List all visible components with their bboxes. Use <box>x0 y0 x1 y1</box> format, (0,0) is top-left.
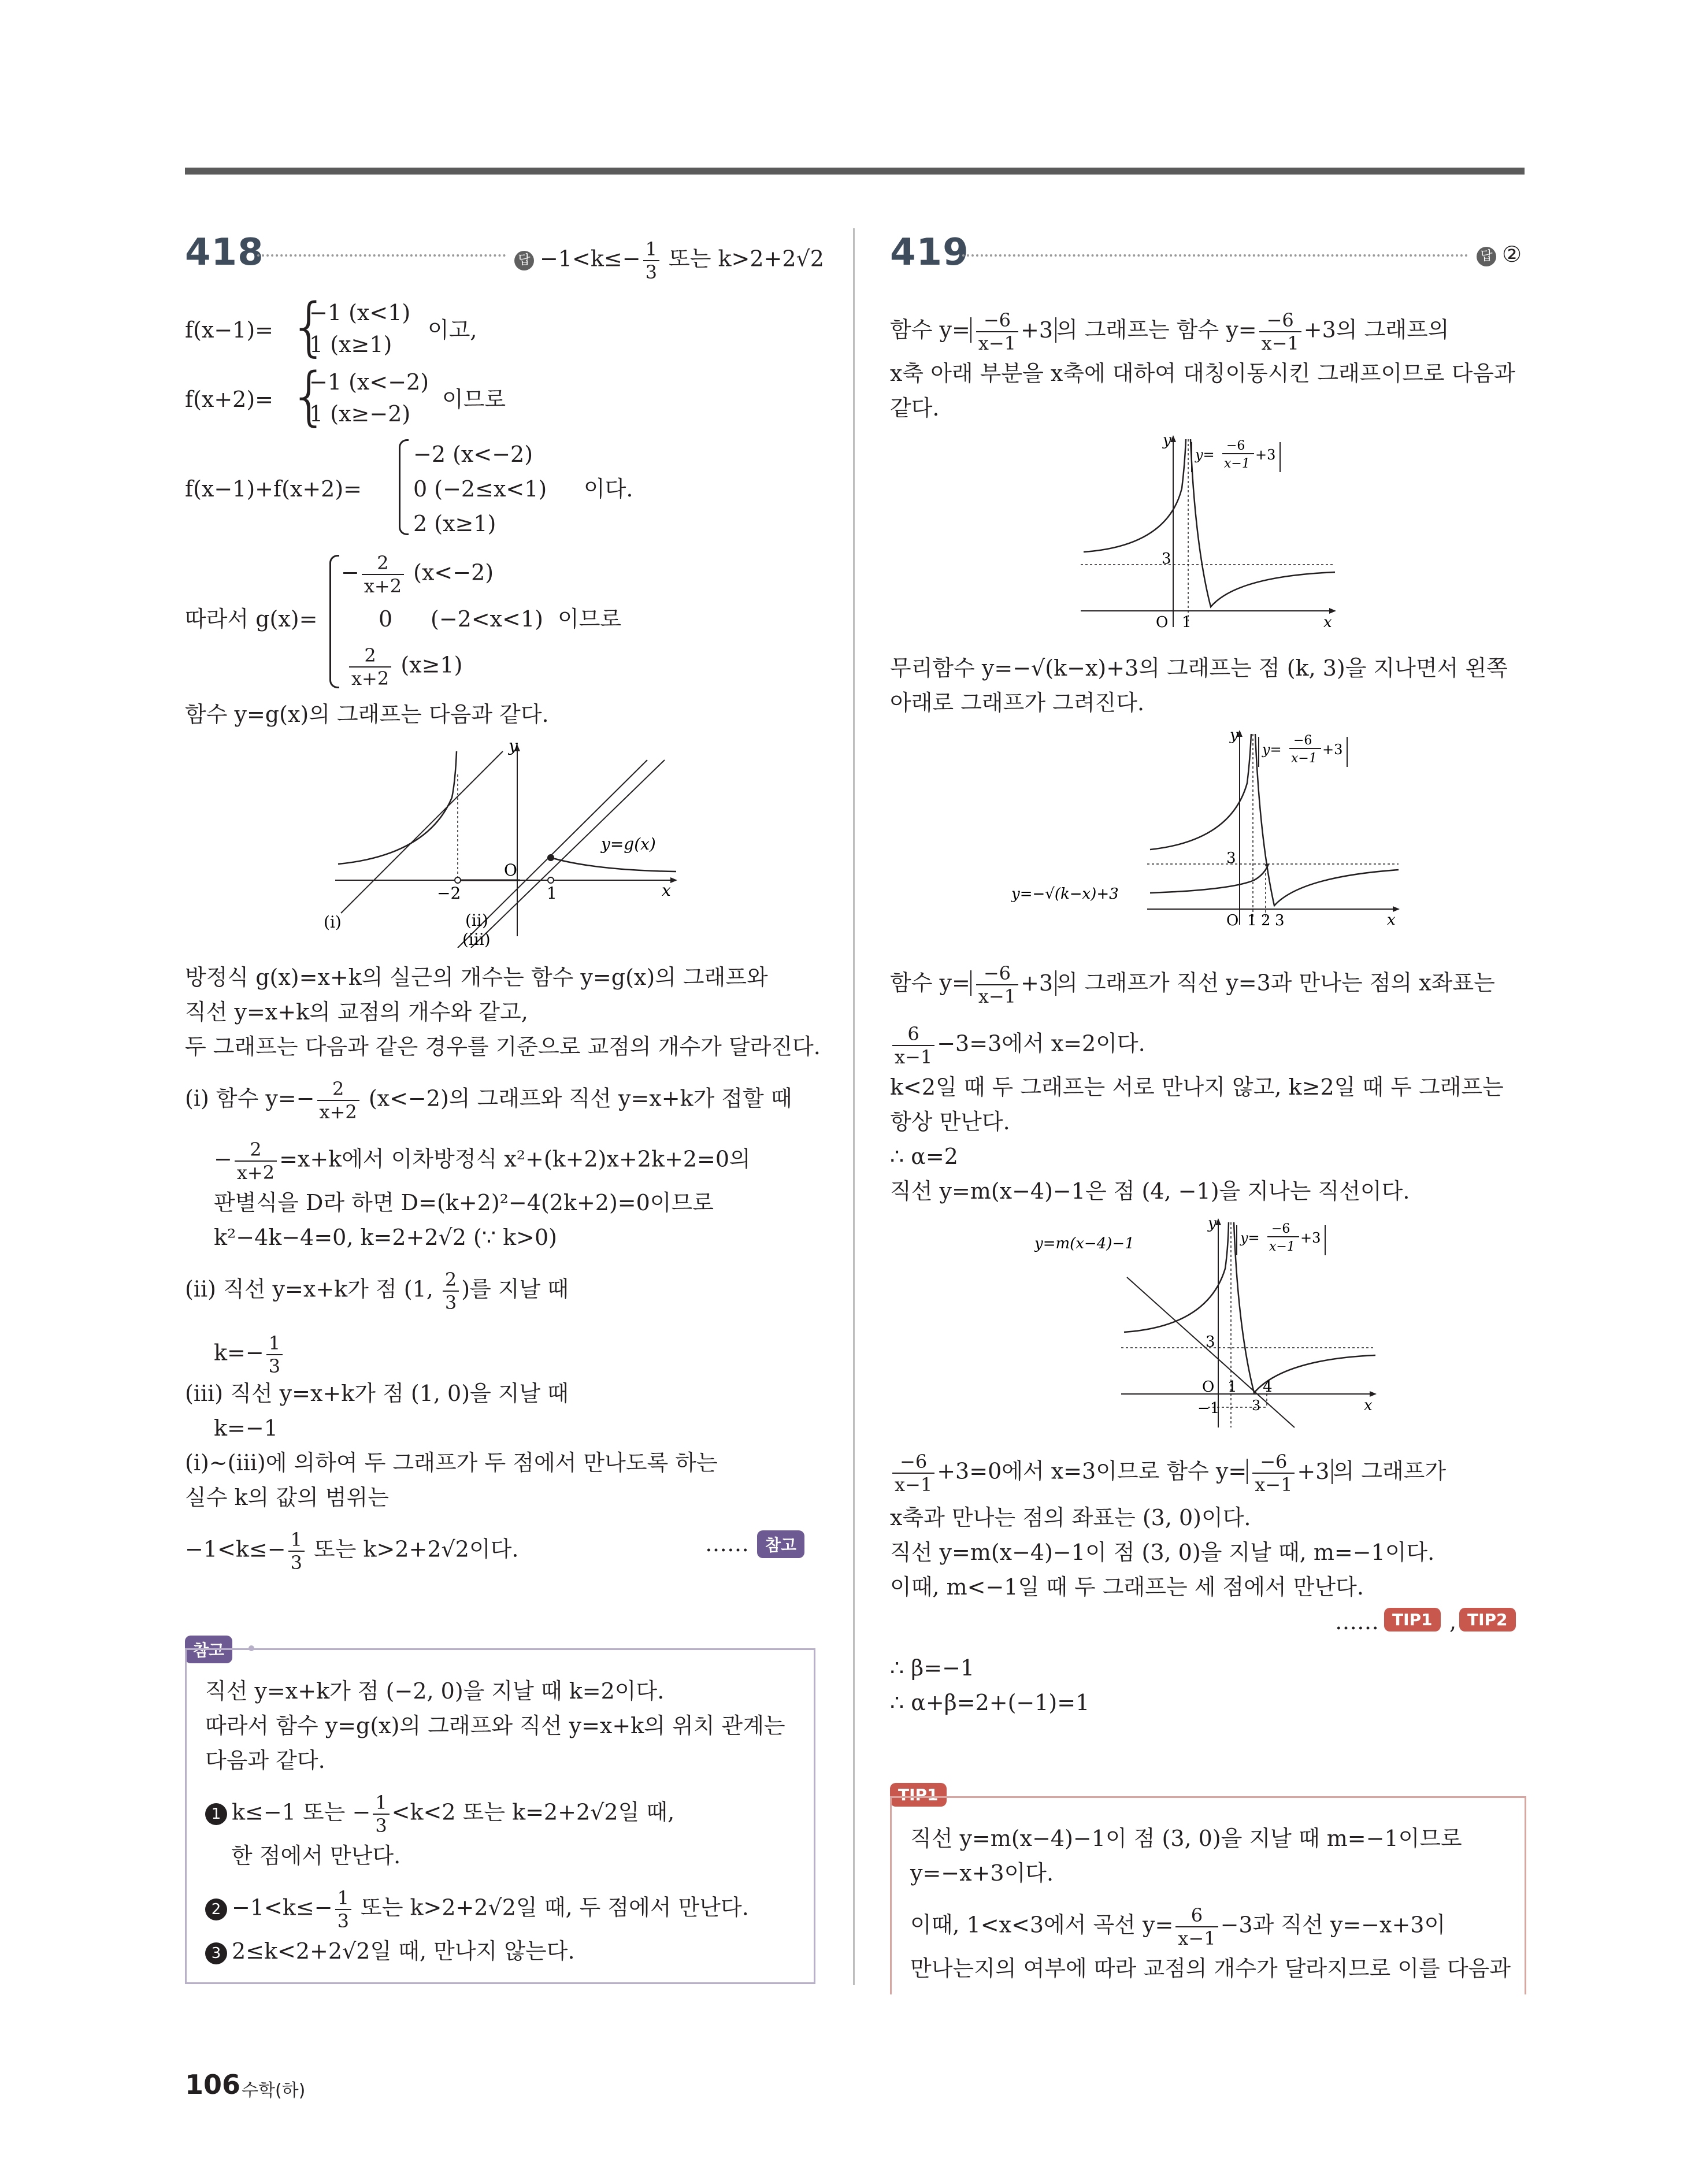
case-i-eq: − $\frac{2}{x+2}$ =x+k에서 이차방정식 x²+(k+2)x+2k+2=0의 <box>214 1139 751 1184</box>
conclusion-418: −1<k≤− $\frac{1}{3}$ 또는 k>2+2√2이다. <box>185 1529 519 1574</box>
brace: { <box>289 290 329 364</box>
text: 이므로 <box>558 606 622 632</box>
graph-label: 1 <box>547 884 557 903</box>
case-iii: (iii) 직선 y=x+k가 점 (1, 0)을 지날 때 <box>185 1381 569 1406</box>
graph-419-2 <box>1011 725 1404 933</box>
svg-text:x−1: x−1 <box>1291 751 1317 766</box>
case-line: −1 (x<1) <box>309 300 411 325</box>
text: y=−x+3이다. <box>910 1860 1054 1886</box>
tip-dots: …… <box>1335 1609 1379 1634</box>
svg-text:+3: +3 <box>1255 447 1276 463</box>
tip1-link[interactable]: TIP1 <box>1384 1608 1441 1631</box>
graph-label: (i) <box>324 913 342 932</box>
svg-text:y=−√(k−x)+3: y=−√(k−x)+3 <box>1011 885 1119 903</box>
svg-text:x−1: x−1 <box>1224 457 1250 471</box>
text: 다음과 같다. <box>205 1748 325 1773</box>
answer-419: 답 ② <box>1477 242 1522 267</box>
svg-text:3: 3 <box>1162 550 1171 568</box>
svg-text:y=: y= <box>1240 1230 1260 1246</box>
svg-text:−1: −1 <box>1197 1400 1220 1417</box>
open-dot <box>455 877 461 883</box>
note-item-3: 3 2≤k<2+2√2일 때, 만나지 않는다. <box>205 1936 575 1966</box>
line-i <box>341 751 503 913</box>
graph-g <box>324 740 693 948</box>
svg-text:3: 3 <box>1275 912 1285 929</box>
svg-text:y: y <box>1208 1215 1217 1232</box>
case-line: 0 (−2≤x<1) <box>413 476 547 502</box>
problem-number-418: 418 <box>185 231 264 274</box>
note-item-1: 1 k≤−1 또는 − $\frac{1}{3}$ <k<2 또는 k=2+2√2일 때, <box>205 1792 674 1837</box>
svg-text:+3: +3 <box>1322 741 1343 758</box>
line-419-6: 함수 y= $\frac{-6}{x-1}$ +3 의 그래프가 직선 y=3과 만나는 점의 x좌표는 <box>890 962 1495 1007</box>
text: 직선 y=m(x−4)−1은 점 (4, −1)을 지나는 직선이다. <box>890 1178 1410 1204</box>
brace: { <box>289 359 329 433</box>
text: k=−1 <box>214 1415 278 1441</box>
case-line: 0 <box>379 606 393 632</box>
subject-label: 수학(하) <box>242 2081 306 2101</box>
svg-text:x: x <box>1387 911 1396 929</box>
svg-text:O: O <box>1202 1378 1215 1396</box>
svg-text:1: 1 <box>1227 1378 1237 1396</box>
problem-number-419: 419 <box>890 231 969 274</box>
line-419-1: 함수 y= $\frac{-6}{x-1}$ +3 의 그래프는 함수 y= $\frac{-6}{x-1}$ +3의 그래프의 <box>890 309 1449 354</box>
tip1-tag: TIP1 <box>890 1783 947 1807</box>
text: 함수 y=g(x)의 그래프는 다음과 같다. <box>185 702 549 727</box>
expr-sum: f(x−1)+f(x+2)= <box>185 476 362 502</box>
leader-dots <box>962 254 1468 257</box>
graph-label: (ii) <box>465 911 488 930</box>
svg-text:y: y <box>1163 432 1171 449</box>
graph-label: (iii) <box>462 930 491 948</box>
text: ∴ β=−1 <box>890 1655 975 1681</box>
tip1-line-3: 이때, 1<x<3에서 곡선 y= $\frac{6}{x-1}$ −3과 직선 y=−x+3이 <box>910 1904 1446 1949</box>
answer-418: 답 −1<k≤− $\frac{1}{3}$ 또는 k>2+2√2 <box>514 238 824 283</box>
case-i: (i) 함수 y=− $\frac{2}{x+2}$ (x<−2)의 그래프와 직선 y=x+k가 접할 때 <box>185 1078 792 1123</box>
case-line: −1 (x<−2) <box>309 369 429 395</box>
note-item-2: 2 −1<k≤− $\frac{1}{3}$ 또는 k>2+2√2일 때, 두 점에서 만난다. <box>205 1887 749 1932</box>
svg-text:x−1: x−1 <box>1269 1240 1295 1254</box>
expr-f-x-plus-2: f(x+2)= <box>185 387 274 412</box>
page-number: 106 <box>185 2069 241 2100</box>
ref-link[interactable] <box>757 1530 804 1558</box>
svg-text:3: 3 <box>1252 1397 1261 1414</box>
svg-text:O: O <box>1156 614 1169 631</box>
text: x축과 만나는 점의 좌표는 (3, 0)이다. <box>890 1505 1251 1530</box>
answer-badge-icon: 답 <box>514 251 534 270</box>
text: k<2일 때 두 그래프는 서로 만나지 않고, k≥2일 때 두 그래프는 <box>890 1074 1504 1100</box>
graph-label <box>1192 439 1280 472</box>
note-tag: 참고 <box>185 1636 232 1663</box>
case-line: 1 (x≥−2) <box>309 401 411 427</box>
case-line: 2 (x≥1) <box>413 511 496 536</box>
tip2-link[interactable]: TIP2 <box>1459 1608 1516 1631</box>
graph-label <box>1259 733 1347 767</box>
line-iii <box>471 760 665 948</box>
column-separator <box>853 228 855 1985</box>
top-rule <box>185 168 1525 175</box>
graph-label: −2 <box>437 884 461 903</box>
svg-text:−6: −6 <box>1293 733 1312 748</box>
graph-label: x <box>662 881 671 900</box>
svg-text:y=: y= <box>1195 447 1215 463</box>
expr-g: 따라서 g(x)= <box>185 606 318 632</box>
text: 따라서 함수 y=g(x)의 그래프와 직선 y=x+k의 위치 관계는 <box>205 1713 785 1738</box>
text: 이므로 <box>442 387 506 412</box>
svg-text:O: O <box>1226 912 1239 929</box>
text: k²−4k−4=0, k=2+2√2 (∵ k>0) <box>214 1225 557 1250</box>
case-line: $\frac{2}{x+2}$ (x≥1) <box>347 644 462 689</box>
case-line: 1 (x≥1) <box>309 332 392 357</box>
svg-text:−6: −6 <box>1226 439 1245 453</box>
svg-text:y=: y= <box>1262 741 1282 758</box>
text: 한 점에서 만난다. <box>231 1843 401 1868</box>
graph-419-3 <box>1034 1214 1393 1433</box>
x-arrow <box>670 877 677 883</box>
graph-label: y=g(x) <box>601 835 656 854</box>
text: 같다. <box>890 395 940 421</box>
curve-left <box>338 751 457 864</box>
svg-text:3: 3 <box>1206 1333 1215 1351</box>
answer-badge-icon: 답 <box>1477 247 1496 266</box>
svg-text:x: x <box>1364 1397 1373 1414</box>
text: 직선 y=x+k의 교점의 개수와 같고, <box>185 999 528 1025</box>
expr-f-x-minus-1: f(x−1)= <box>185 317 274 343</box>
text: 직선 y=x+k가 점 (−2, 0)을 지날 때 k=2이다. <box>205 1678 665 1704</box>
case-ii: (ii) 직선 y=x+k가 점 (1, $\frac{2}{3}$ )를 지날 때 <box>185 1269 569 1314</box>
text: 직선 y=m(x−4)−1이 점 (3, 0)을 지날 때 m=−1이므로 <box>910 1826 1462 1851</box>
text: x축 아래 부분을 x축에 대하여 대칭이동시킨 그래프이므로 다음과 <box>890 361 1515 386</box>
text: 두 그래프는 다음과 같은 경우를 기준으로 교점의 개수가 달라진다. <box>185 1034 821 1059</box>
text: 이다. <box>584 476 633 502</box>
line-419-7: $\frac{6}{x-1}$ −3=3에서 x=2이다. <box>890 1023 1145 1068</box>
text: 이고, <box>428 317 477 343</box>
case-line: − $\frac{2}{x+2}$ (x<−2) <box>341 552 494 597</box>
svg-text:2: 2 <box>1261 912 1271 929</box>
graph-label: y <box>509 740 518 755</box>
text: ∴ α=2 <box>890 1144 958 1169</box>
leader-dots <box>257 254 506 257</box>
brace <box>399 439 409 535</box>
text: 만나는지의 여부에 따라 교점의 개수가 달라지므로 이를 다음과 <box>910 1956 1511 1981</box>
text: 직선 y=m(x−4)−1이 점 (3, 0)을 지날 때, m=−1이다. <box>890 1540 1435 1565</box>
text: , <box>1449 1609 1457 1634</box>
open-dot <box>548 877 554 883</box>
line-419-12: $\frac{-6}{x-1}$ +3=0에서 x=3이므로 함수 y= $\frac{-6}{x-1}$ +3 의 그래프가 <box>890 1451 1446 1496</box>
brace <box>329 555 339 688</box>
ref-tag[interactable]: 참고 <box>757 1530 804 1558</box>
text: (i)~(iii)에 의하여 두 그래프가 두 점에서 만나도록 하는 <box>185 1450 718 1475</box>
text: 이때, m<−1일 때 두 그래프는 세 점에서 만난다. <box>890 1574 1364 1600</box>
graph-label: O <box>504 861 517 880</box>
text: 항상 만난다. <box>890 1109 1010 1134</box>
curve-right <box>551 858 676 872</box>
svg-text:3: 3 <box>1226 850 1236 867</box>
ref-dots: …… <box>705 1531 749 1556</box>
svg-text:x: x <box>1323 614 1332 631</box>
svg-text:y: y <box>1230 726 1238 744</box>
case-ii-k: k=− $\frac{1}{3}$ <box>214 1332 285 1377</box>
svg-text:y=m(x−4)−1: y=m(x−4)−1 <box>1034 1235 1134 1252</box>
text: 판별식을 D라 하면 D=(k+2)²−4(2k+2)=0이므로 <box>214 1190 714 1215</box>
svg-text:4: 4 <box>1263 1378 1273 1396</box>
text: ∴ α+β=2+(−1)=1 <box>890 1690 1090 1715</box>
text: 아래로 그래프가 그려진다. <box>890 690 1145 715</box>
svg-text:1: 1 <box>1247 912 1257 929</box>
text: 실수 k의 값의 범위는 <box>185 1485 389 1510</box>
text: 방정식 g(x)=x+k의 실근의 개수는 함수 y=g(x)의 그래프와 <box>185 965 768 990</box>
svg-text:+3: +3 <box>1300 1230 1321 1246</box>
graph-label <box>1237 1222 1325 1255</box>
graph-419-1 <box>1075 431 1347 633</box>
case-line: −2 (x<−2) <box>413 442 533 467</box>
svg-text:−6: −6 <box>1271 1222 1290 1236</box>
svg-text:1: 1 <box>1182 614 1192 631</box>
text: 무리함수 y=−√(k−x)+3의 그래프는 점 (k, 3)을 지나면서 왼쪽 <box>890 655 1508 681</box>
case-line: (−2<x<1) <box>431 606 543 632</box>
